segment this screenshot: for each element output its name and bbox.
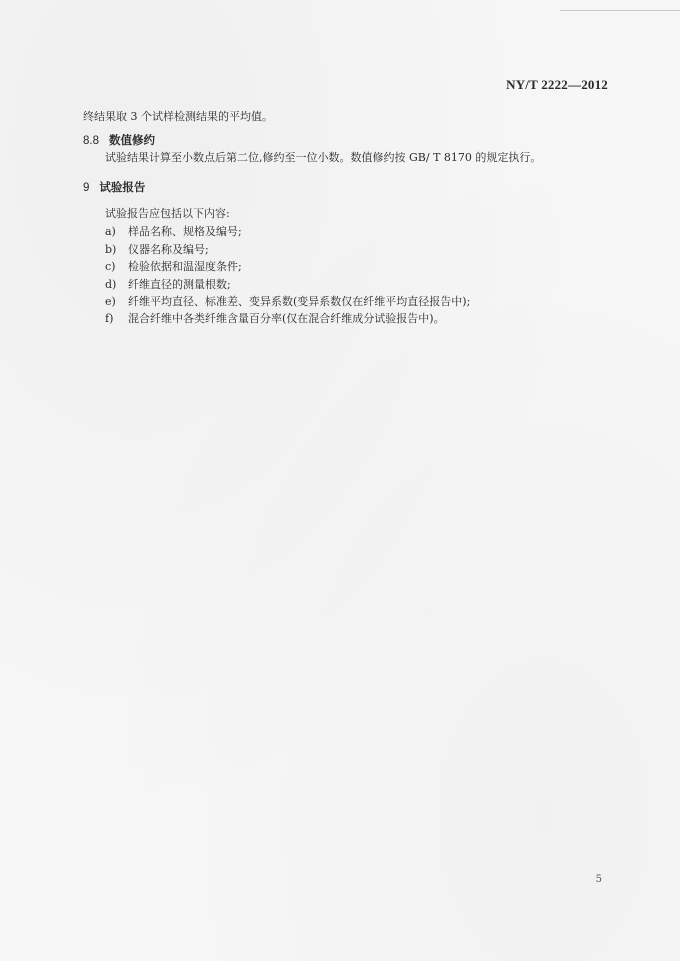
section-9-heading — [83, 180, 145, 195]
list-item-text: 仪器名称及编号; — [128, 243, 209, 256]
continuation-line: 终结果取 3 个试样检测结果的平均值。 — [83, 110, 273, 123]
report-item-c — [105, 260, 242, 274]
section-8-8-number: 8.8 — [83, 135, 99, 147]
list-marker: a) — [105, 225, 116, 238]
section-8-8-heading — [83, 133, 155, 148]
list-item-text: 纤维平均直径、标准差、变异系数(变异系数仅在纤维平均直径报告中); — [128, 295, 471, 308]
list-marker: c) — [105, 260, 116, 273]
report-item-f — [105, 312, 445, 326]
section-9-number: 9 — [83, 182, 90, 194]
top-rule — [560, 10, 680, 11]
report-item-a — [105, 225, 242, 239]
list-marker: d) — [105, 278, 117, 291]
list-marker: f) — [105, 312, 114, 325]
list-item-text: 纤维直径的测量根数; — [128, 278, 231, 291]
report-item-b — [105, 243, 209, 257]
list-item-text: 混合纤维中各类纤维含量百分率(仅在混合纤维成分试验报告中)。 — [128, 312, 445, 325]
section-9-intro: 试验报告应包括以下内容: — [105, 207, 230, 220]
section-8-8-text: 试验结果计算至小数点后第二位,修约至一位小数。数值修约按 GB/ T 8170 的规定执行。 — [105, 151, 542, 164]
report-item-d — [105, 278, 231, 292]
list-item-text: 样品名称、规格及编号; — [128, 225, 242, 238]
list-marker: e) — [105, 295, 116, 308]
document-code: NY/T 2222—2012 — [506, 77, 608, 92]
section-8-8-title: 数值修约 — [109, 133, 155, 147]
list-marker: b) — [105, 243, 117, 256]
page-number: 5 — [595, 874, 602, 885]
report-item-e — [105, 295, 470, 309]
list-item-text: 检验依据和温湿度条件; — [128, 260, 242, 273]
section-9-title: 试验报告 — [99, 180, 146, 194]
